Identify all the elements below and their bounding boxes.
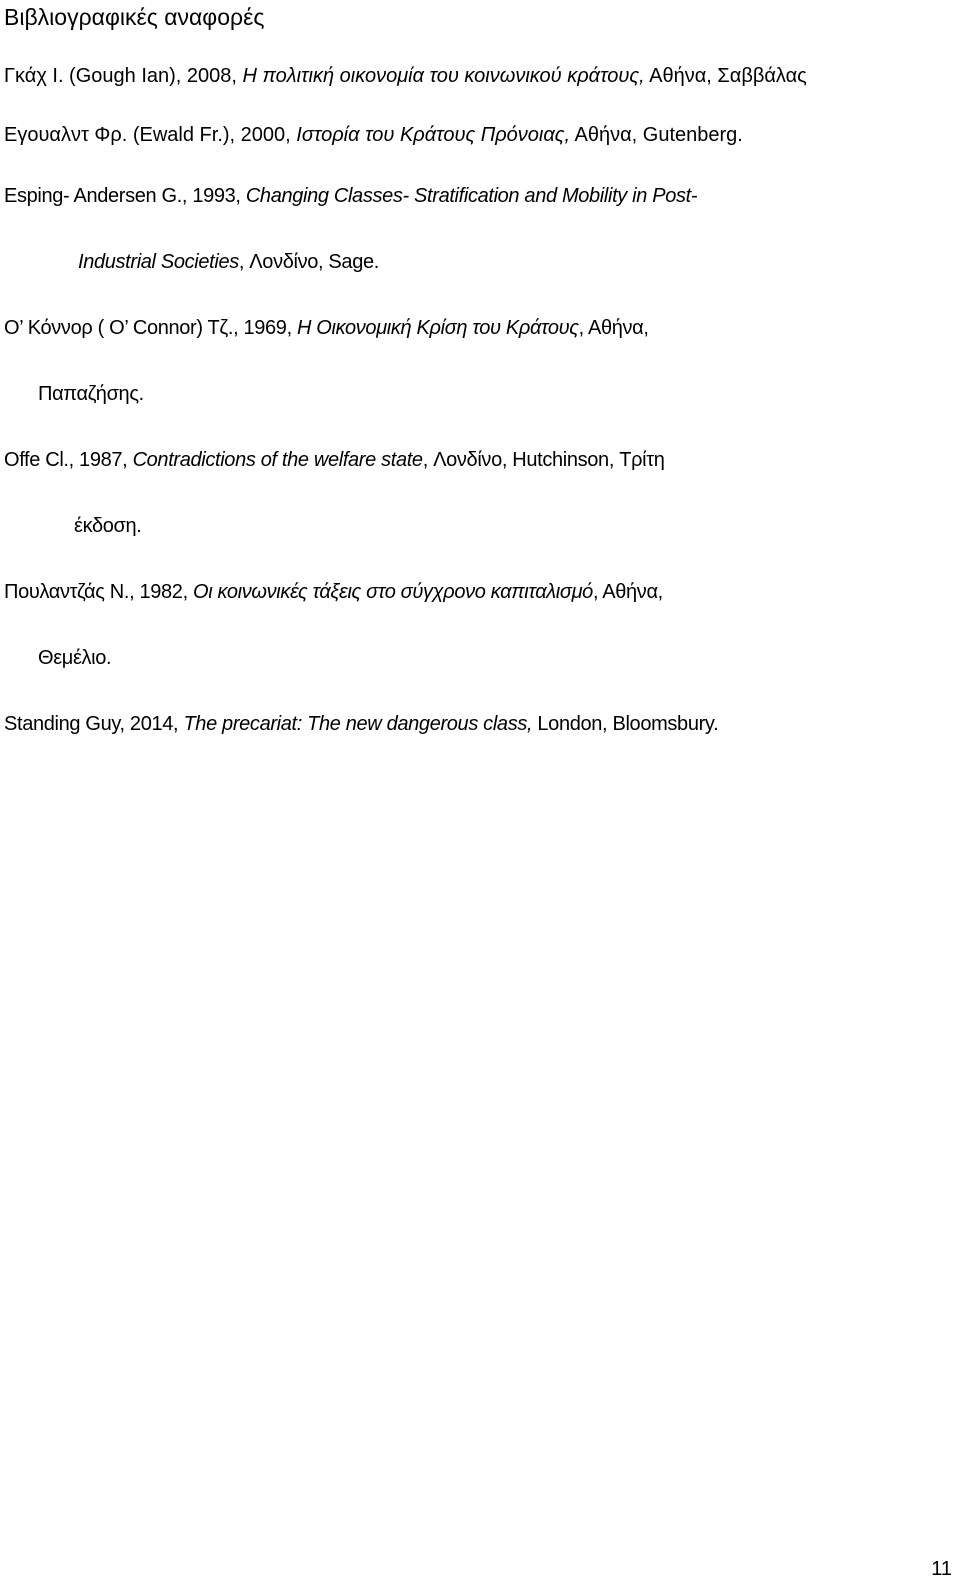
reference-text: , Αθήνα, (578, 317, 649, 339)
reference-esping-andersen-cont (78, 249, 379, 275)
reference-title: Η πολιτική οικονομία του κοινωνικού κράτους, (242, 65, 645, 87)
reference-text: , 1987, (68, 449, 133, 471)
reference-text: Γκάχ Ι. (Gough Ian), 2008, (4, 65, 243, 87)
reference-title: Changing Classes- Stratification and Mobility in Post- (245, 185, 698, 207)
reference-text: Ο’ Κόννορ ( O’ Connor) Τζ. (4, 317, 234, 339)
reference-text: , Λονδίνο, Sage. (238, 251, 379, 273)
reference-offe-cont (74, 513, 142, 539)
reference-text: Αθήνα, Gutenberg. (570, 124, 743, 146)
reference-poulantzas-cont (38, 645, 111, 671)
reference-title: Ιστορία του Κράτους Πρόνοιας, (296, 124, 571, 146)
reference-text: , 1969, (233, 317, 297, 339)
reference-title: Οι κοινωνικές τάξεις στο σύγχρονο καπιταλισμό (193, 581, 593, 603)
reference-gough (4, 63, 807, 89)
reference-text: Εγουαλντ Φρ. (Ewald Fr.), 2000, (4, 124, 297, 146)
reference-text: , Λονδίνο, Hutchinson, Τρίτη (422, 449, 665, 471)
reference-oconnor (4, 315, 649, 341)
reference-text: London, Bloomsbury. (532, 713, 719, 735)
reference-offe (4, 447, 665, 473)
reference-text: , 1982, (129, 581, 193, 603)
reference-text: Offe Cl. (4, 449, 69, 471)
reference-text: , Αθήνα, (592, 581, 663, 603)
reference-text: Standing Guy, 2014, (4, 713, 184, 735)
reference-text: , 1993, (181, 185, 246, 207)
reference-text: έκδοση. (74, 515, 142, 537)
reference-title: Industrial Societies (78, 251, 239, 273)
reference-text: Θεμέλιο. (38, 647, 112, 669)
page-number: 11 (931, 1558, 952, 1580)
reference-poulantzas (4, 579, 663, 605)
reference-title: The precariat: The new dangerous class, (183, 713, 533, 735)
reference-esping-andersen (4, 183, 697, 209)
reference-text: Πουλαντζάς Ν. (4, 581, 130, 603)
reference-text: Αθήνα, Σαββάλας (644, 65, 807, 87)
reference-title: Contradictions of the welfare state (132, 449, 423, 471)
reference-text: Παπαζήσης. (38, 383, 144, 405)
reference-standing (4, 711, 718, 737)
reference-ewald (4, 122, 743, 148)
reference-oconnor-cont (38, 381, 144, 407)
reference-text: Esping- Andersen G. (4, 185, 182, 207)
page-heading: Βιβλιογραφικές αναφορές (4, 4, 265, 30)
reference-title: Η Οικονομική Κρίση του Κράτους (297, 317, 579, 339)
